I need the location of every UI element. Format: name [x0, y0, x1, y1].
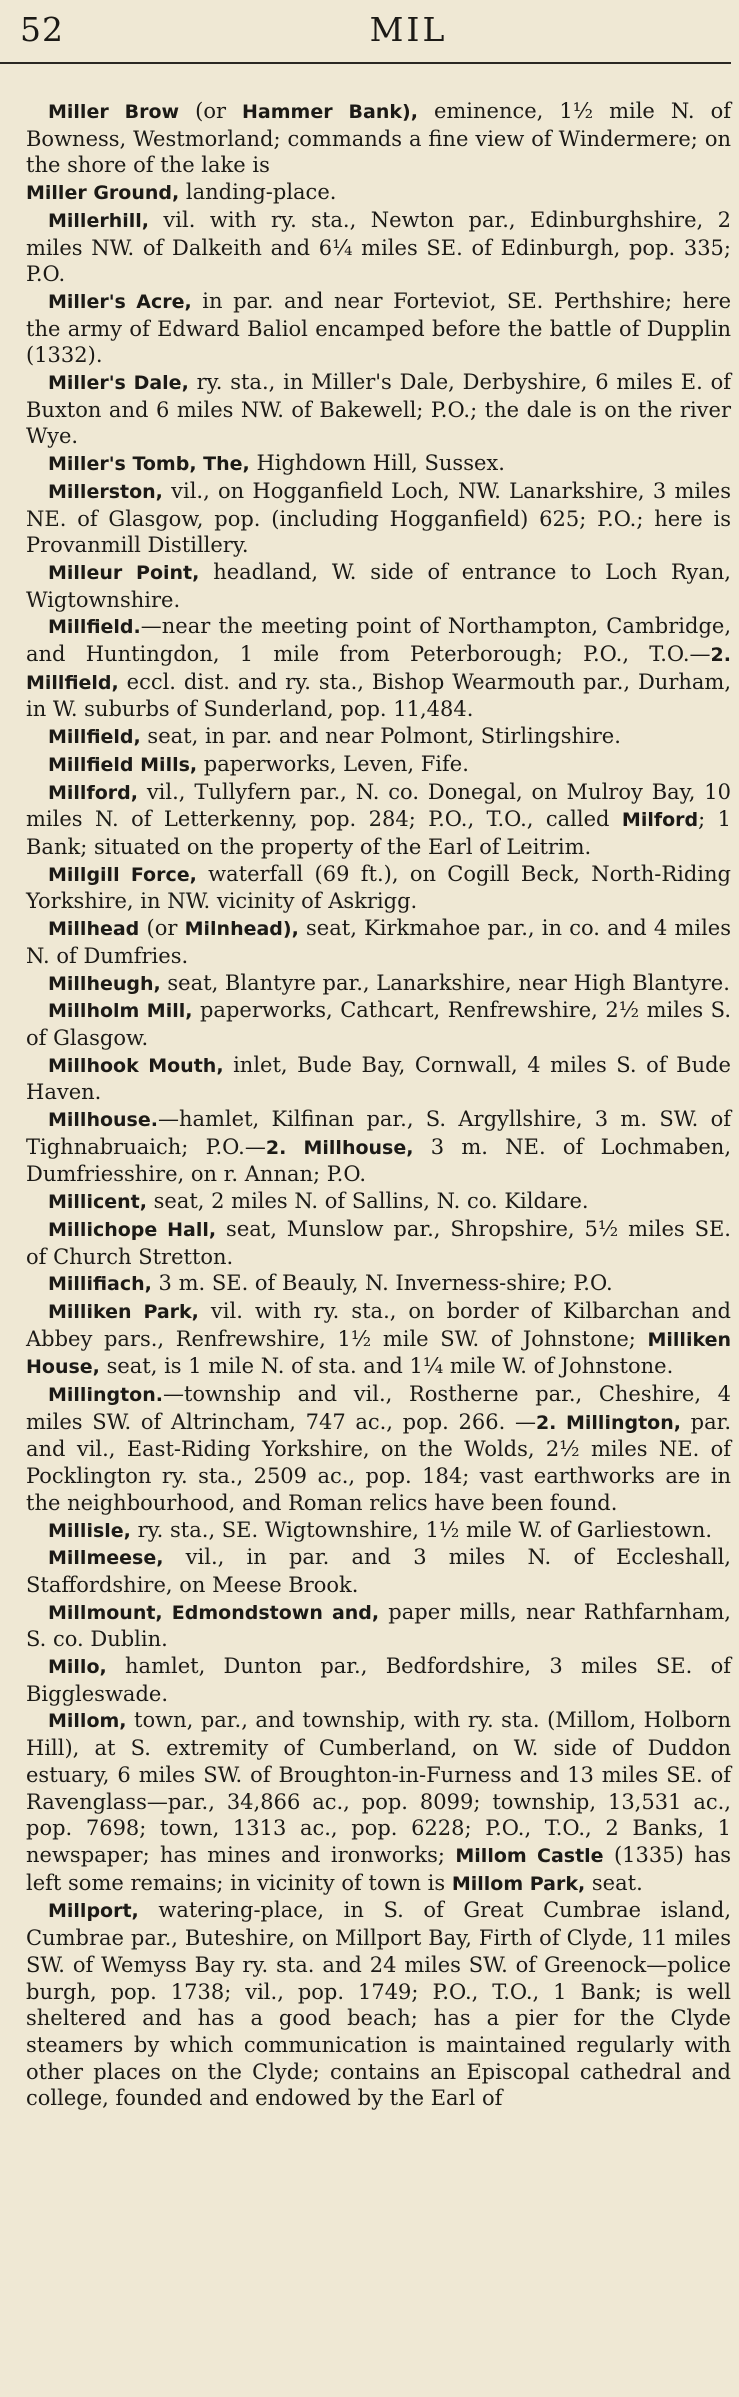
entry-text: hamlet, Dunton par., Bedfordshire, 3 miles SE. of Biggleswade.	[26, 1654, 731, 1706]
entry-text: seat, is 1 mile N. of sta. and 1¼ mile W. of Johnstone.	[99, 1354, 674, 1379]
headword: Millholm Mill,	[48, 1000, 193, 1023]
entry	[26, 450, 731, 478]
entry	[26, 1599, 731, 1653]
entry	[26, 207, 731, 288]
entry-text: waterfall (69 ft.), on Cogill Beck, North-Riding Yorkshire, in NW. vicinity of Askrigg.	[26, 861, 731, 914]
headword: Milford	[621, 809, 699, 832]
entry	[26, 1106, 731, 1188]
entry-text: seat, Blantyre par., Lanarkshire, near High Blantyre.	[160, 970, 730, 995]
running-head: MIL	[369, 10, 448, 49]
entry-text: vil. with ry. sta., on border of Kilbarchan and Abbey pars., Renfrewshire, 1½ mile SW. of Johnstone;	[26, 1298, 731, 1351]
entry-text: (or	[139, 916, 185, 941]
entry-text: (or	[179, 99, 243, 123]
headword: Millo,	[48, 1656, 107, 1679]
headword: Millifiach,	[48, 1273, 152, 1296]
entry	[26, 970, 731, 998]
entry-text: watering-place, in S. of Great Cumbrae island, Cumbrae par., Buteshire, on Millport Bay, Firth of Clyde, 11 miles SW. of Wemyss Bay ry. sta. and 24 miles SW. of Greenock—police burgh, pop. 1738; vil., pop. 1749; P.O., T.O., 1 Bank; is well sheltered and has a good beach; has a pier for the Clyde steamers by which communication is maintained regularly with other places on the Clyde; contains an Episcopal cathedral and college, founded and endowed by the Earl of	[26, 1898, 731, 2111]
header-rule	[0, 62, 731, 64]
entry-text: vil. with ry. sta., Newton par., Edinburghshire, 2 miles NW. of Dalkeith and 6¼ miles SE. of Edinburgh, pop. 335; P.O.	[26, 207, 731, 287]
entry	[26, 288, 731, 369]
headword: 2. Millfield,	[26, 644, 731, 694]
entry-text: eminence, 1½ mile N. of Bowness, Westmorland; commands a fine view of Windermere; on the shore of the lake is	[26, 99, 732, 178]
entry	[26, 915, 731, 969]
entry-text: headland, W. side of entrance to Loch Ryan, Wigtownshire.	[26, 559, 731, 612]
headword: Millmount, Edmondstown and,	[48, 1601, 380, 1624]
entry-text: Highdown Hill, Sussex.	[249, 451, 505, 476]
headword: Millfield.	[48, 616, 141, 639]
headword: Millport,	[48, 1900, 139, 1923]
entry	[26, 779, 731, 861]
entry	[26, 1270, 731, 1298]
entry-list	[26, 98, 731, 2112]
entry	[26, 1653, 731, 1707]
entry	[26, 98, 731, 179]
headword: Millerhill,	[48, 209, 149, 232]
entry	[26, 1517, 731, 1545]
headword: Milliken Park,	[48, 1300, 199, 1323]
entry	[26, 369, 731, 450]
entry-text: seat.	[585, 1870, 643, 1895]
headword: Millom Castle	[455, 1845, 604, 1867]
entry-text: seat, in par. and near Polmont, Stirlingshire.	[140, 724, 621, 749]
headword: Millfield,	[48, 726, 141, 749]
headword: Millhook Mouth,	[48, 1054, 224, 1077]
headword: Milleur Point,	[48, 561, 200, 584]
entry-text: ry. sta., SE. Wigtownshire, 1½ mile W. of Garliestown.	[130, 1517, 713, 1542]
headword: Millford,	[48, 781, 138, 804]
page-number: 52	[20, 10, 64, 49]
page-header	[20, 0, 731, 62]
entry-text: vil., Tullyfern par., N. co. Donegal, on Mulroy Bay, 10 miles N. of Letterkenny, pop. 284; P.O., T.O., called	[26, 779, 731, 832]
headword: Millhead	[48, 918, 140, 941]
headword: Millisle,	[48, 1519, 131, 1542]
entry-text: 3 m. SE. of Beauly, N. Inverness-shire; P.O.	[151, 1271, 613, 1296]
entry-text: eccl. dist. and ry. sta., Bishop Wearmouth par., Durham, in W. suburbs of Sunderland, pop. 11,484.	[26, 669, 731, 722]
entry	[26, 1298, 731, 1381]
entry	[26, 1544, 731, 1598]
headword: Millerston,	[48, 480, 163, 503]
entry	[26, 1052, 731, 1106]
entry-text: inlet, Bude Bay, Cornwall, 4 miles S. of Bude Haven.	[26, 1052, 731, 1105]
headword: Hammer Bank),	[242, 101, 418, 123]
entry	[26, 1188, 731, 1216]
entry-text: —township and vil., Rostherne par., Cheshire, 4 miles SW. of Altrincham, 747 ac., pop. 266. —	[26, 1382, 731, 1434]
entry-text: ry. sta., in Miller's Dale, Derbyshire, 6 miles E. of Buxton and 6 miles NW. of Bakewell; P.O.; the dale is on the river Wye.	[26, 370, 731, 449]
entry-text: in par. and near Forteviot, SE. Perthshire; here the army of Edward Baliol encamped before the battle of Dupplin (1332).	[26, 288, 732, 368]
headword: Millington.	[48, 1384, 163, 1407]
entry	[26, 1381, 731, 1517]
entry-text: paperworks, Leven, Fife.	[197, 751, 469, 776]
headword: Millgill Force,	[48, 863, 197, 886]
entry-text: paperworks, Cathcart, Renfrewshire, 2½ miles S. of Glasgow.	[26, 998, 731, 1050]
entry-text: ; 1 Bank; situated on the property of the Earl of Leitrim.	[26, 807, 731, 859]
entry-text: —near the meeting point of Northampton, Cambridge, and Huntingdon, 1 mile from Peterborough; P.O., T.O.—	[26, 614, 731, 667]
entry-text: landing-place.	[179, 180, 337, 205]
entry-text: seat, Kirkmahoe par., in co. and 4 miles N. of Dumfries.	[26, 916, 731, 968]
entry-text: vil., on Hogganfield Loch, NW. Lanarkshire, 3 miles NE. of Glasgow, pop. (including Hogganfield) 625; P.O.; here is Provanmill Distillery.	[26, 478, 731, 558]
headword: Millom,	[48, 1710, 127, 1733]
entry	[26, 1216, 731, 1270]
headword: Miller's Acre,	[48, 290, 192, 313]
headword: Miller's Tomb, The,	[48, 453, 250, 476]
headword: Millfield Mills,	[48, 753, 198, 776]
entry	[26, 179, 731, 207]
entry-text: vil., in par. and 3 miles N. of Eccleshall, Staffordshire, on Meese Brook.	[26, 1545, 731, 1597]
headword: Miller Brow	[48, 101, 180, 123]
entry-text: —hamlet, Kilfinan par., S. Argyllshire, 3 m. SW. of Tighnabruaich; P.O.—	[26, 1107, 731, 1159]
headword: Milliken House,	[26, 1328, 731, 1379]
headword: Millmeese,	[48, 1547, 164, 1570]
headword: Millom Park,	[451, 1872, 586, 1895]
headword: Millicent,	[48, 1191, 147, 1214]
entry-text: seat, Munslow par., Shropshire, 5½ miles SE. of Church Stretton.	[26, 1216, 731, 1269]
headword: Miller Ground,	[26, 182, 180, 205]
entry-text: 3 m. NE. of Lochmaben, Dumfriesshire, on r. Annan; P.O.	[26, 1134, 731, 1187]
entry	[26, 751, 731, 779]
entry	[26, 723, 731, 751]
entry-text: seat, 2 miles N. of Sallins, N. co. Kildare.	[146, 1189, 589, 1214]
headword: 2. Millington,	[535, 1411, 681, 1434]
entry-text: (1335) has left some remains; in vicinity of town is	[26, 1843, 731, 1895]
entry	[26, 1707, 731, 1897]
entry	[26, 997, 731, 1051]
headword: Millichope Hall,	[48, 1218, 217, 1241]
headword: Millhouse.	[48, 1109, 158, 1132]
entry	[26, 559, 731, 613]
headword: Miller's Dale,	[48, 372, 189, 395]
entry-text: town, par., and township, with ry. sta. (Millom, Holborn Hill), at S. extremity of Cumberland, on W. side of Duddon estuary, 6 miles SW. of Broughton-in-Furness and 13 miles SE. of Ravenglass—par., 34,866 ac., pop. 8099; township, 13,531 ac., pop. 7698; town, 1313 ac., pop. 6228; P.O., T.O., 2 Banks, 1 newspaper; has mines and ironworks;	[26, 1708, 731, 1867]
entry	[26, 478, 731, 559]
headword: Milnhead),	[184, 918, 299, 941]
entry-text: par. and vil., East-Riding Yorkshire, on the Wolds, 2½ miles NE. of Pocklington ry. sta., 2509 ac., pop. 184; vast earthworks are in the neighbourhood, and Roman relics have been found.	[26, 1409, 732, 1515]
entry	[26, 1897, 731, 2112]
headword: Millheugh,	[48, 972, 161, 995]
entry	[26, 613, 731, 723]
headword: 2. Millhouse,	[265, 1136, 414, 1159]
entry	[26, 861, 731, 915]
entry-text: paper mills, near Rathfarnham, S. co. Dublin.	[26, 1599, 731, 1652]
